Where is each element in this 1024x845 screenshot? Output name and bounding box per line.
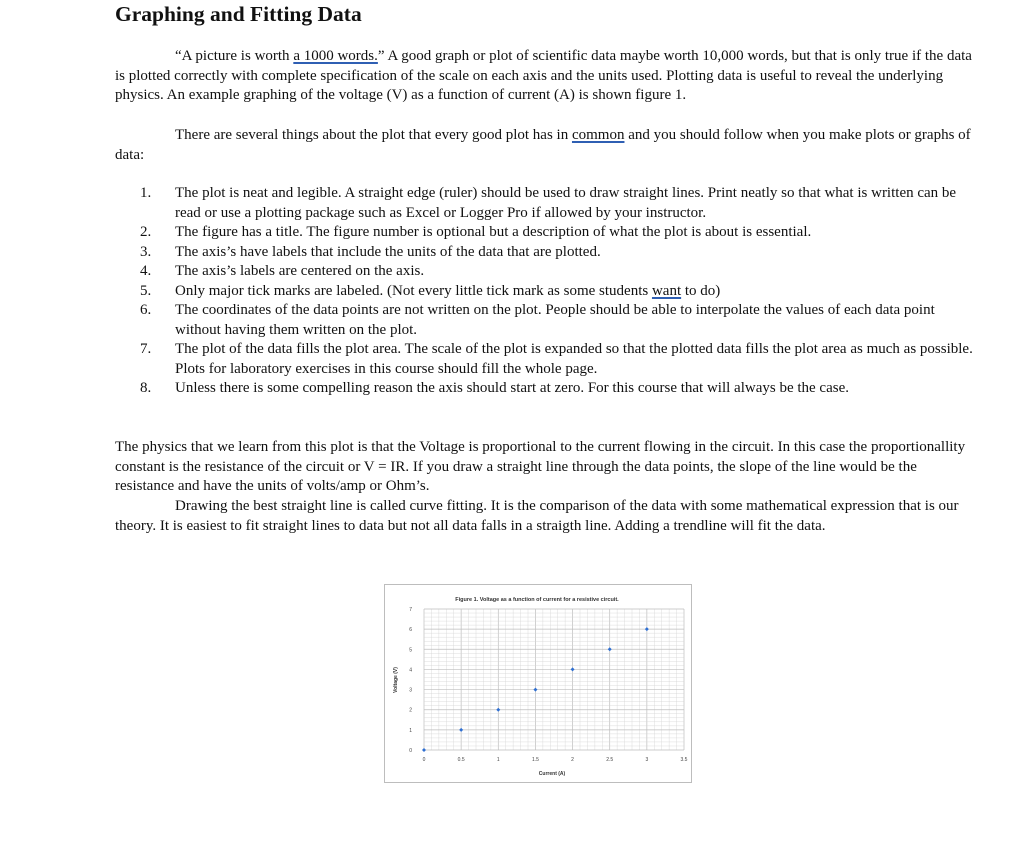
want-link[interactable]: want: [651, 282, 682, 299]
y-tick-label: 4: [409, 667, 412, 674]
x-axis-label: Current (A): [538, 771, 566, 777]
list-item-text: The plot is neat and legible. A straight edge (ruler) should be used to draw straight lines. Print neatly so that what is written can be read or use a plotting package such as Excel or Logger Pro if allowed by your instructor.: [175, 185, 957, 221]
y-tick-label: 6: [409, 627, 412, 634]
y-tick-label: 5: [409, 647, 412, 654]
plot-rules-intro-text-end: and you should follow when you make plots or graphs of data:: [115, 127, 971, 163]
list-item-text: Only major tick marks are labeled. (Not every little tick mark as some students: [175, 282, 652, 299]
list-item: [140, 301, 975, 340]
y-tick-label: 7: [409, 607, 412, 613]
plot-rules-intro: [115, 126, 975, 165]
list-item: [140, 262, 975, 282]
page-title: Graphing and Fitting Data: [115, 2, 362, 26]
x-tick-label: 3.5: [680, 757, 688, 763]
list-number: 2.: [140, 224, 152, 240]
chart-title: Figure 1. Voltage as a function of current for a resistive circuit.: [455, 597, 619, 603]
tick-labels: [409, 607, 687, 763]
x-tick-label: 1: [496, 757, 500, 763]
data-point: [496, 708, 500, 712]
list-item: [140, 379, 975, 399]
list-item-text-end: to do): [681, 282, 721, 299]
x-tick-label: 0: [422, 757, 426, 763]
list-number: 1.: [140, 185, 152, 201]
intro-quote-rest: ” A good graph or plot of scientific data maybe worth 10,000 words, but that is only true if the data is plotted correctly with complete specification of the scale on each axis and the units used. Plotting data is useful to reveal the underlying physics. An example graphing of the voltage (V) as a function of current (A) is shown figure 1.: [115, 48, 972, 103]
y-tick-label: 3: [409, 687, 412, 694]
list-item-text: Unless there is some compelling reason the axis should start at zero. For this course that will always be the case.: [175, 380, 849, 396]
figure-1-chart: [384, 584, 692, 783]
curve-fitting-paragraph: Drawing the best straight line is called curve fitting. It is the comparison of the data with some mathematical expression that is our theory. It is easiest to fit straight lines to data but not all data falls in a straigth line. Adding a trendline will fit the data.: [115, 498, 959, 534]
x-tick-label: 2: [571, 757, 574, 763]
list-item: [140, 340, 975, 379]
chart-svg: [385, 585, 693, 784]
y-tick-label: 2: [409, 707, 412, 714]
data-point: [571, 667, 575, 671]
data-point: [533, 688, 537, 692]
list-item: [140, 282, 975, 302]
list-item: [140, 223, 975, 243]
plot-rules-intro-text: There are several things about the plot that every good plot has in: [175, 127, 572, 143]
common-link[interactable]: common: [571, 127, 625, 143]
list-item-text: The figure has a title. The figure number is optional but a description of what the plot is about is essential.: [175, 224, 812, 240]
physics-paragraph: The physics that we learn from this plot is that the Voltage is proportional to the current flowing in the circuit. In this case the proportionallity constant is the resistance of the circuit or V = IR. If you draw a straight line through the data points, the slope of the line would be the resistance and have the units of volts/amp or Ohm’s.: [115, 439, 966, 494]
intro-paragraph: [115, 47, 975, 106]
intro-quote-open: “A picture is worth: [175, 48, 294, 64]
list-item-text: The axis’s have labels that include the units of the data that are plotted.: [175, 243, 601, 260]
y-tick-label: 0: [409, 748, 412, 754]
x-tick-label: 0.5: [457, 757, 465, 763]
data-point: [459, 728, 463, 732]
list-number: 4.: [140, 263, 152, 279]
y-axis-label: Voltage (V): [393, 667, 399, 693]
list-number: 8.: [140, 380, 152, 396]
x-tick-label: 3: [645, 757, 649, 763]
list-number: 5.: [140, 282, 152, 299]
list-item: [140, 184, 975, 223]
list-number: 3.: [140, 243, 152, 260]
y-tick-label: 1: [409, 727, 412, 734]
list-number: 6.: [140, 302, 152, 318]
quote-link[interactable]: a 1000 words.: [293, 48, 378, 64]
data-point: [422, 748, 426, 752]
list-number: 7.: [140, 341, 152, 357]
x-tick-label: 2.5: [606, 757, 614, 763]
list-item-text: The plot of the data fills the plot area. The scale of the plot is expanded so that the plotted data fills the plot area as much as possible. Plots for laboratory exercises in this course should fill the whole page.: [175, 341, 973, 377]
list-item-text: The axis’s labels are centered on the axis.: [175, 263, 425, 279]
plot-rules-list: [140, 184, 975, 399]
grid: [424, 609, 684, 750]
x-tick-label: 1.5: [531, 757, 539, 763]
data-point: [608, 647, 612, 651]
list-item-text: The coordinates of the data points are not written on the plot. People should be able to interpolate the values of each data point without having them written on the plot.: [175, 302, 935, 338]
data-point: [645, 627, 649, 631]
list-item: [140, 243, 975, 263]
